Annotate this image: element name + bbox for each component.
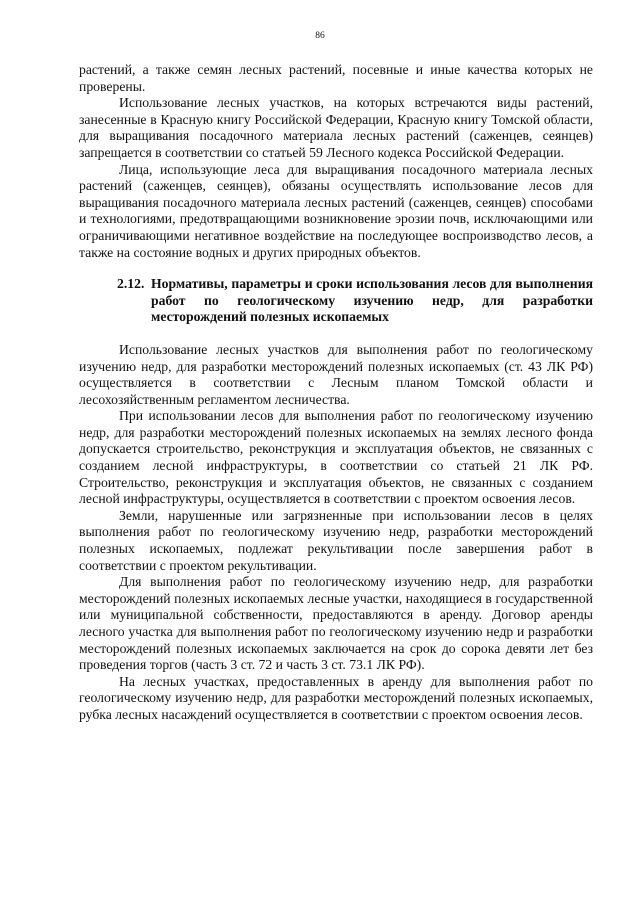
paragraph: На лесных участках, предоставленных в аренду для выполнения работ по геологическому изучению недр, для разработки месторождений полезных ископаемых, рубка лесных насаждений осуществляется в соответствии с проектом освоения лесов. <box>79 673 593 722</box>
paragraph-continuation: растений, а также семян лесных растений, посевные и иные качества которых не проверены. <box>79 62 593 94</box>
paragraph: Для выполнения работ по геологическому изучению недр, для разработки месторождений полезных ископаемых лесные участки, находящиеся в государственной или муниципальной собственности, предоставляются в аренду. Договор аренды лесного участка для выполнения работ по геологическому изучению недр и разработки месторождений полезных ископаемых заключается на срок до сорока девяти лет без проведения торгов (часть 3 ст. 72 и часть 3 ст. 73.1 ЛК РФ). <box>79 574 593 673</box>
paragraph: Использование лесных участков, на которых встречаются виды растений, занесенные в Красную книгу Российской Федерации, Красную книгу Томской области, для выращивания посадочного материала лесных растений (саженцев, сеянцев) запрещается в соответствии со статьей 59 Лесного кодекса Российской Федерации. <box>79 95 593 160</box>
paragraph: При использовании лесов для выполнения работ по геологическому изучению недр, для разработки месторождений полезных ископаемых на землях лесного фонда допускается строительство, реконструкция и эксплуатация объектов, не связанных с созданием лесной инфраструктуры, в соответствии со статьей 21 ЛК РФ. Строительство, реконструкция и эксплуатация объектов, не связанных с созданием лесной инфраструктуры, осуществляется в соответствии с проектом освоения лесов. <box>79 408 593 507</box>
section-heading <box>79 276 593 326</box>
page-number: 86 <box>315 31 325 41</box>
paragraph: Земли, нарушенные или загрязненные при использовании лесов в целях выполнения работ по геологическому изучению недр, разработки месторождений полезных ископаемых, подлежат рекультивации после завершения работ в соответствии с проектом рекультивации. <box>79 507 593 573</box>
section-number: 2.12. <box>117 276 145 292</box>
paragraph: Использование лесных участков для выполнения работ по геологическому изучению недр, для разработки месторождений полезных ископаемых (ст. 43 ЛК РФ) осуществляется в соответствии с Лесным планом Томской области и лесохозяйственным регламентом лесничества. <box>79 341 593 407</box>
paragraph: Лица, использующие леса для выращивания посадочного материала лесных растений (саженцев, сеянцев), обязаны осуществлять использование лесов для выращивания посадочного материала лесных растений (саженцев, сеянцев) способами и технологиями, предотвращающими возникновение эрозии почв, исключающими или ограничивающими негативное воздействие на последующее воспроизводство лесов, а также на состояние водных и других природных объектов. <box>79 161 593 260</box>
section-title: Нормативы, параметры и сроки использования лесов для выполнения работ по геологическому изучению недр, для разработки месторождений полезных ископаемых <box>151 276 593 325</box>
document-body <box>79 62 593 724</box>
